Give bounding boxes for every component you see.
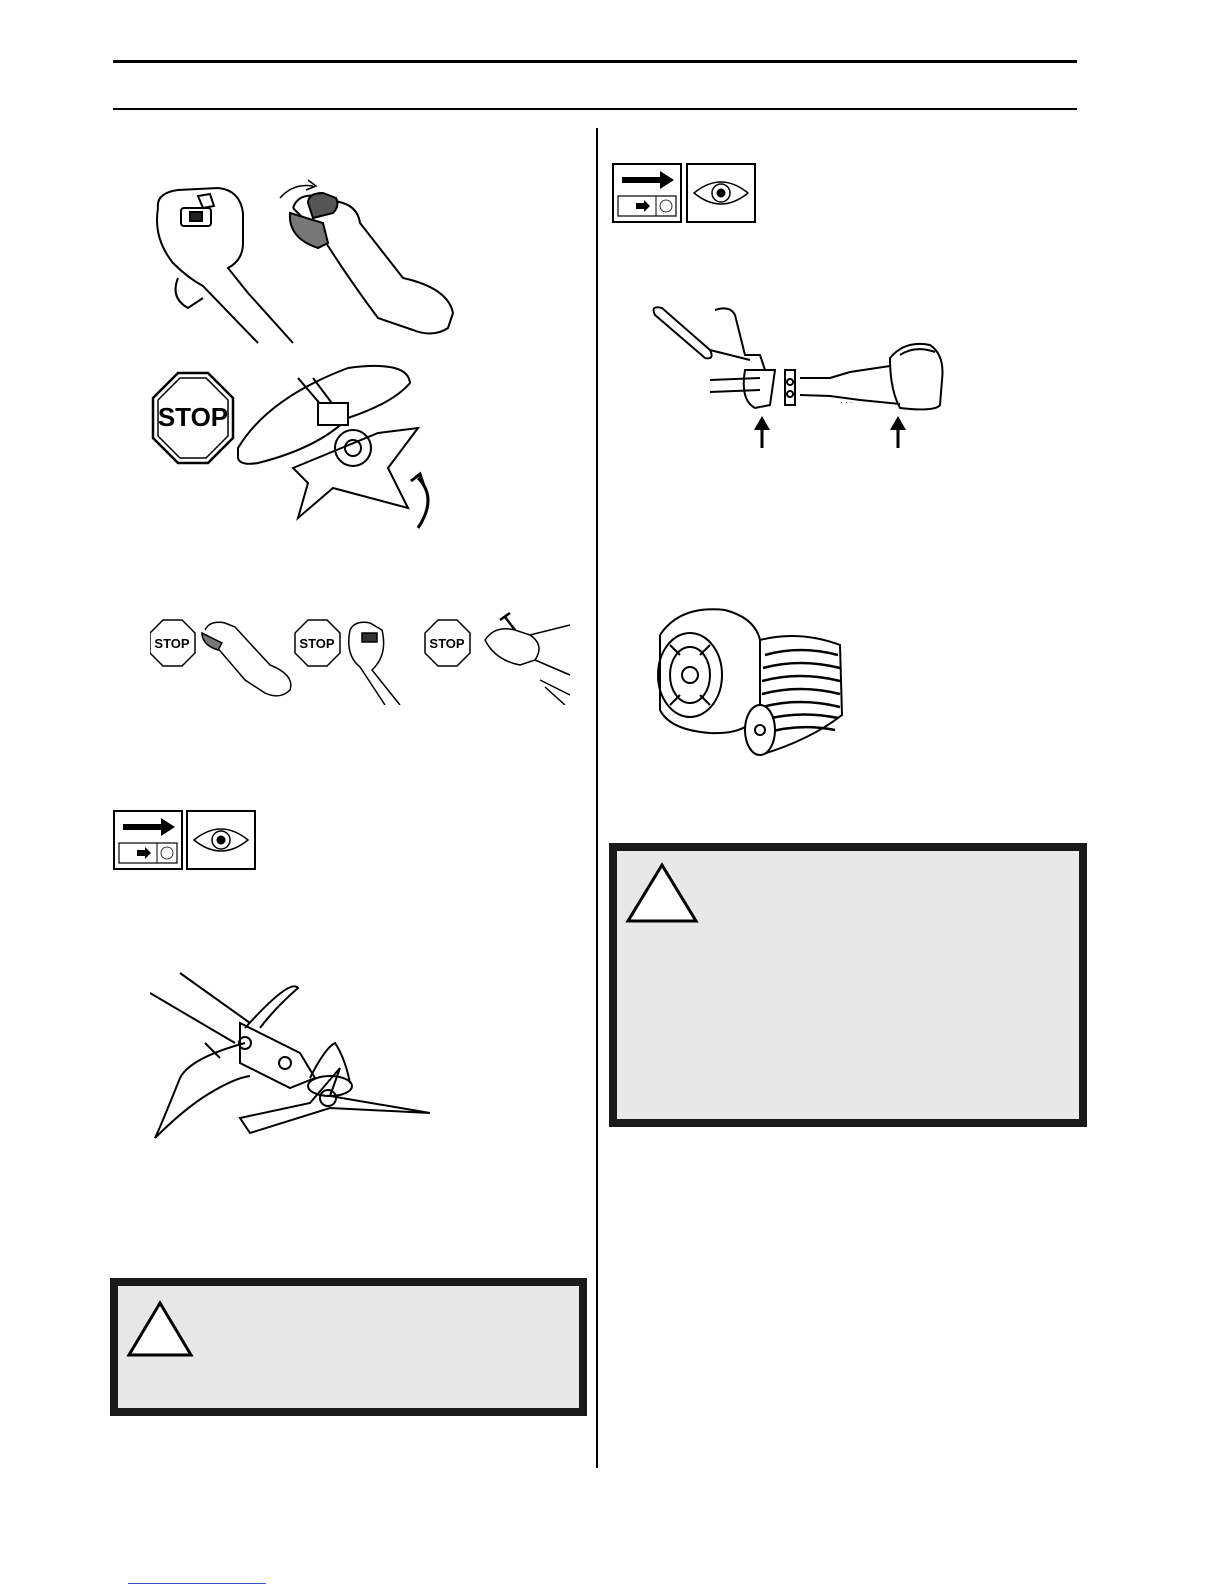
svg-text:· · ·: · · ·: [840, 398, 853, 407]
column-divider: [596, 128, 598, 1468]
warning-box-left: [110, 1278, 587, 1416]
stop-sign-icon: [295, 620, 340, 666]
warning-triangle-icon: [125, 1299, 195, 1359]
switch-off-icon: [612, 163, 682, 223]
blade-guard-figure: [150, 968, 440, 1148]
stop-steps-figure: [150, 605, 575, 705]
warning-triangle-icon: [624, 861, 700, 926]
footer-link-underline: [128, 1583, 266, 1584]
stop-sign-icon: [153, 373, 233, 463]
header-rule-top: [113, 60, 1077, 63]
throttle-handle-figure: [148, 168, 468, 353]
header-rule-bottom: [113, 108, 1077, 110]
warning-box-right: [609, 843, 1087, 1127]
inspect-eye-icon: [686, 163, 756, 223]
stop-sign-text: STOP: [157, 402, 229, 432]
inspect-eye-icon: [186, 810, 256, 870]
stop-blade-figure: [148, 358, 453, 538]
damper-parts-figure: [650, 600, 850, 765]
stop-text-2: STOP: [299, 636, 335, 651]
stop-text-3: STOP: [429, 636, 465, 651]
stop-text-1: STOP: [154, 636, 190, 651]
arrow-up-icon: [754, 416, 770, 448]
stop-sign-icon: [150, 620, 195, 666]
stop-sign-icon: [425, 620, 470, 666]
arrow-up-icon: [890, 416, 906, 448]
switch-off-icon: [113, 810, 183, 870]
vibration-damper-figure: [650, 300, 950, 450]
